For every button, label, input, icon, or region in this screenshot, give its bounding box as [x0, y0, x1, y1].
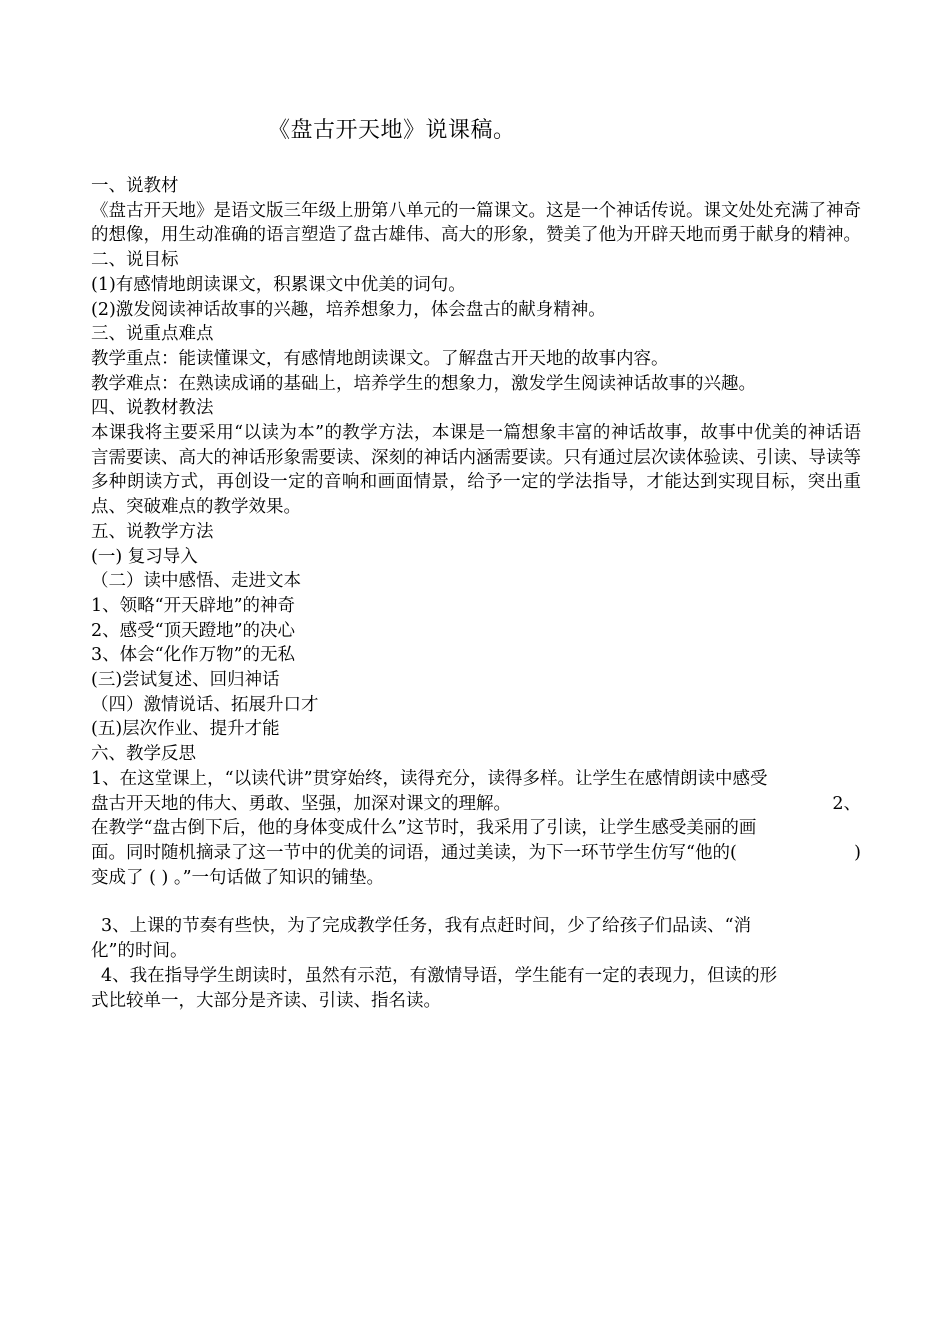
goal-item: (1)有感情地朗读课文，积累课文中优美的词句。 [91, 274, 466, 295]
reflection-text: 1、在这堂课上，“以读代讲”贯穿始终，读得充分，读得多样。让学生在感情朗读中感受 [91, 768, 768, 789]
reflection-text: 4、我在指导学生朗读时，虽然有示范，有激情导语，学生能有一定的表现力，但读的形 [101, 965, 778, 986]
goal-item: (2)激发阅读神话故事的兴趣，培养想象力，体会盘古的献身精神。 [91, 299, 606, 320]
section-heading-textbook: 一、说教材 [91, 176, 179, 196]
document-title: 《盘古开天地》说课稿。 [268, 118, 516, 143]
reflection-text: 面。同时随机摘录了这一节中的优美的词语，通过美读，为下一环节学生仿写“他的( [91, 842, 737, 863]
reflection-text: ) [854, 842, 861, 863]
outline-item: （四）激情说话、拓展升口才 [91, 694, 319, 715]
reflection-text: 盘古开天地的伟大、勇敢、坚强，加深对课文的理解。 [91, 793, 511, 814]
reflection-text: 化”的时间。 [91, 941, 188, 962]
reflection-text: 变成了 ( ) 。”一句话做了知识的铺垫。 [91, 867, 385, 888]
reflection-text: 3、上课的节奏有些快，为了完成教学任务，我有点赶时间，少了给孩子们品读、“消 [101, 916, 752, 937]
blank-line [91, 890, 861, 914]
outline-item: （二）读中感悟、走进文本 [91, 571, 301, 592]
section-heading-method: 四、说教材教法 [91, 398, 214, 419]
outline-item: 3、体会“化作万物”的无私 [91, 645, 296, 666]
outline-item: (五)层次作业、提升才能 [91, 719, 280, 740]
teaching-difficulty: 教学难点：在熟读成诵的基础上，培养学生的想象力，激发学生阅读神话故事的兴趣。 [91, 373, 756, 394]
outline-item: 1、领略“开天辟地”的神奇 [91, 595, 296, 616]
reflection-number: 2、 [832, 793, 861, 814]
section-heading-reflection: 六、教学反思 [91, 744, 196, 765]
section-body-method: 本课我将主要采用“以读为本”的教学方法，本课是一篇想象丰富的神话故事，故事中优美的神话语言需要读、高大的神话形象需要读、深刻的神话内涵需要读。只有通过层次读体验读、引读、导读等多种朗读方式，再创设一定的音响和画面情景，给予一定的学法指导，才能达到实现目标，突出重点、突破难点的教学效果。 [91, 423, 861, 518]
teaching-focus: 教学重点：能读懂课文，有感情地朗读课文。了解盘古开天地的故事内容。 [91, 348, 669, 369]
section-heading-goals: 二、说目标 [91, 250, 179, 271]
section-heading-teaching-approach: 五、说教学方法 [91, 521, 214, 542]
reflection-text [91, 792, 861, 817]
reflection-text: 在教学“盘古倒下后，他的身体变成什么”这节时，我采用了引读，让学生感受美丽的画 [91, 818, 757, 839]
section-body-textbook: 《盘古开天地》是语文版三年级上册第八单元的一篇课文。这是一个神话传说。课文处处充满了神奇的想像，用生动准确的语言塑造了盘古雄伟、高大的形象，赞美了他为开辟天地而勇于献身的精神。 [91, 200, 861, 246]
outline-item: (一) 复习导入 [91, 546, 198, 567]
document-page [91, 116, 861, 1013]
outline-item: (三)尝试复述、回归神话 [91, 670, 280, 691]
reflection-text: 式比较单一，大部分是齐读、引读、指名读。 [91, 990, 441, 1011]
outline-item: 2、感受“顶天蹬地”的决心 [91, 620, 296, 641]
section-heading-key-points: 三、说重点难点 [91, 324, 214, 345]
reflection-text [91, 841, 861, 866]
